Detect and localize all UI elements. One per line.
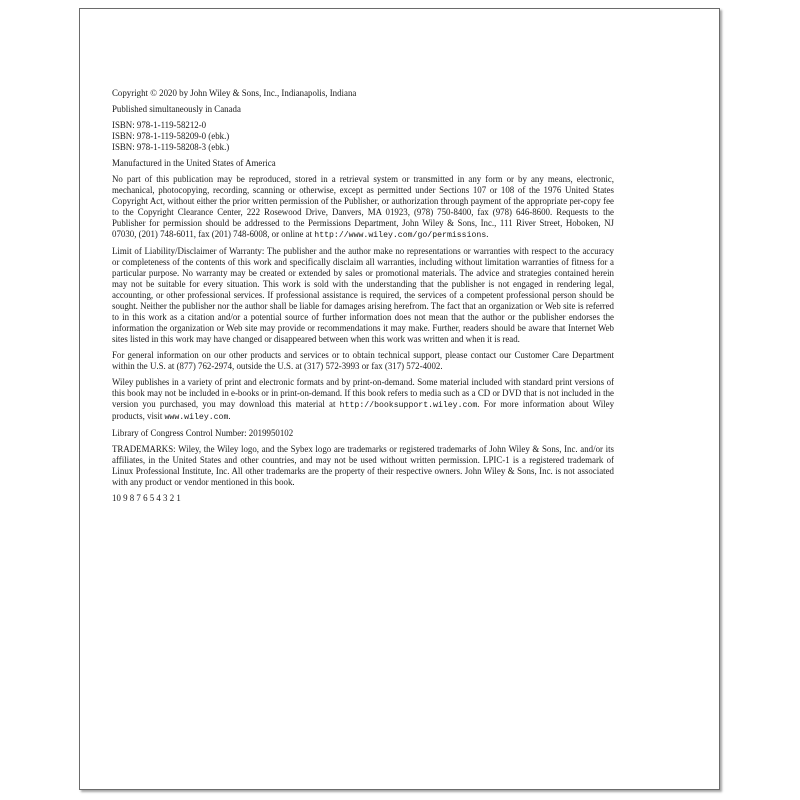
isbn-print: ISBN: 978-1-119-58212-0 [112, 120, 207, 130]
loc-line: Library of Congress Control Number: 2019950102 [112, 428, 294, 438]
liability-paragraph: Limit of Liability/Disclaimer of Warranty: The publisher and the author make no representations or warranties with respect to the accuracy or completeness of the contents of this work and specifically disclaim all warranties, including without limitation warranties of fitness for a particular purpose. No warranty may be created or extended by sales or promotional materials. The advice and strategies contained herein may not be suitable for every situation. This work is sold with the understanding that the publisher is not engaged in rendering legal, accounting, or other professional services. If professional assistance is required, the services of a competent professional person should be sought. Neither the publisher nor the author shall be liable for damages arising herefrom. The fact that an organization or Web site is referred to in this work as a citation and/or a potential source of further information does not mean that the author or the publisher endorses the information the organization or Web site may provide or recommendations it may make. Further, readers should be aware that Internet Web sites listed in this work may have changed or disappeared between when this work was written and when it is read. [112, 246, 614, 344]
wiley-url: www.wiley.com [164, 413, 229, 422]
wiley-publishes-middle: . For more information about Wiley products, visit [112, 399, 615, 421]
manufactured-line: Manufactured in the United States of America [112, 158, 276, 168]
published-line: Published simultaneously in Canada [112, 104, 241, 114]
permissions-paragraph [112, 174, 614, 241]
permissions-suffix: . [486, 229, 489, 239]
copyright-line: Copyright © 2020 by John Wiley & Sons, Inc., Indianapolis, Indiana [112, 88, 357, 98]
wiley-publishes-text: Wiley publishes in a variety of print and electronic formats and by print-on-demand. Some material included with standard print versions of this book may not be included in e-books or in print-on-demand. If this book refers to media such as a CD or DVD that is not included in the version you purchased, you may download this material at [112, 377, 614, 409]
isbn-ebook-1: ISBN: 978-1-119-58209-0 (ebk.) [112, 131, 230, 141]
permissions-text: No part of this publication may be reproduced, stored in a retrieval system or transmitted in any form or by any means, electronic, mechanical, photocopying, recording, scanning or otherwise, except as permitted under Sections 107 or 108 of the 1976 United States Copyright Act, without either the prior written permission of the Publisher, or authorization through payment of the appropriate per-copy fee to the Copyright Clearance Center, 222 Rosewood Drive, Danvers, MA 01923, (978) 750-8400, fax (978) 646-8600. Requests to the Publisher for permission should be addressed to the Permissions Department, John Wiley & Sons, Inc., 111 River Street, Hoboken, NJ 07030, (201) 748-6011, fax (201) 748-6008, or online at [112, 174, 614, 239]
wiley-publishes-suffix: . [228, 411, 231, 421]
isbn-list [112, 120, 614, 153]
permissions-url: http://www.wiley.com/go/permissions [314, 231, 487, 240]
booksupport-url: http://booksupport.wiley.com [339, 401, 478, 410]
trademarks-paragraph: TRADEMARKS: Wiley, the Wiley logo, and the Sybex logo are trademarks or registered trademarks of John Wiley & Sons, Inc. and/or its affiliates, in the United States and other countries, and may not be used without written permission. LPIC-1 is a registered trademark of Linux Professional Institute, Inc. All other trademarks are the property of their respective owners. John Wiley & Sons, Inc. is not associated with any product or vendor mentioned in this book. [112, 444, 614, 487]
general-info-paragraph: For general information on our other products and services or to obtain technical support, please contact our Customer Care Department within the U.S. at (877) 762-2974, outside the U.S. at (317) 572-3993 or fax (317) 572-4002. [112, 350, 614, 371]
wiley-publishes-paragraph [112, 377, 614, 423]
isbn-ebook-2: ISBN: 978-1-119-58208-3 (ebk.) [112, 142, 230, 152]
copyright-page-content [112, 88, 614, 509]
printing-line: 10 9 8 7 6 5 4 3 2 1 [112, 493, 181, 503]
